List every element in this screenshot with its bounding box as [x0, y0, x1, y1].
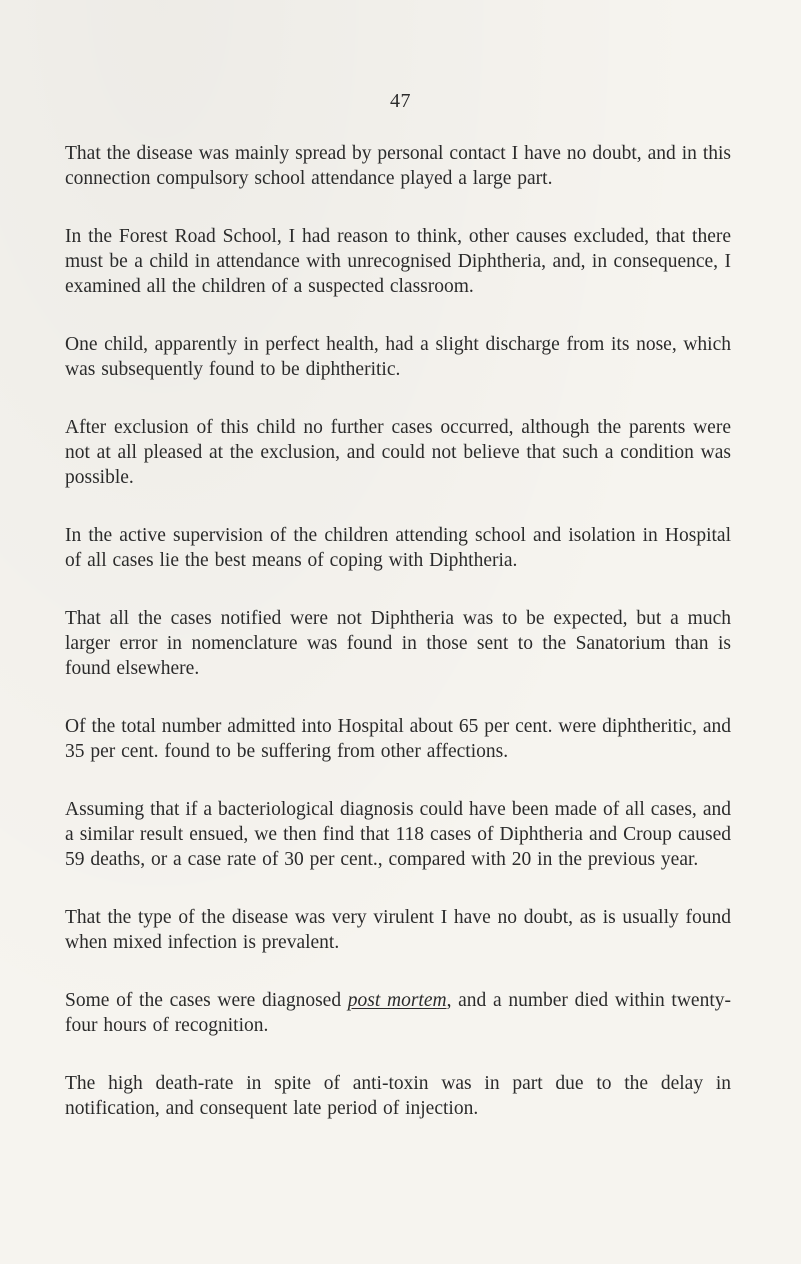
paragraph-8: Assuming that if a bacteriological diagnosis could have been made of all cases, and a similar result ensued, we then find that 118 cases of Diphtheria and Croup caused 59 deaths, or a case rate of 30 per cent., compared with 20 in the previous year. [65, 799, 731, 870]
paragraph-6: That all the cases notified were not Diphtheria was to be expected, but a much larger error in nomenclature was found in those sent to the Sanatorium than is found elsewhere. [65, 608, 731, 679]
page-number: 47 [390, 90, 411, 112]
post-mortem-italic: post mortem [347, 990, 447, 1011]
paragraph-2: In the Forest Road School, I had reason to think, other causes excluded, that there must be a child in attendance with unrecognised Diphtheria, and, in consequence, I examined all the children of a suspected classroom. [65, 226, 731, 297]
body-text [65, 141, 731, 1121]
paragraph-11: The high death-rate in spite of anti-toxin was in part due to the delay in notification, and consequent late period of injection. [65, 1073, 731, 1119]
paragraph-7: Of the total number admitted into Hospital about 65 per cent. were diphtheritic, and 35 per cent. found to be suffering from other affections. [65, 716, 731, 762]
paragraph-5: In the active supervision of the children attending school and isolation in Hospital of all cases lie the best means of coping with Diphtheria. [65, 525, 731, 571]
paragraph-1: That the disease was mainly spread by personal contact I have no doubt, and in this connection compulsory school attendance played a large part. [65, 143, 731, 189]
paragraph-3: One child, apparently in perfect health, had a slight discharge from its nose, which was subsequently found to be diphtheritic. [65, 334, 731, 380]
paragraph-4: After exclusion of this child no further cases occurred, although the parents were not at all pleased at the exclusion, and could not believe that such a condition was possible. [65, 417, 731, 488]
paragraph-10-after: , and a number died within twenty-four hours of recognition. [65, 990, 731, 1036]
paragraph-9: That the type of the disease was very virulent I have no doubt, as is usually found when mixed infection is prevalent. [65, 907, 731, 953]
paragraph-10 [65, 988, 731, 1038]
paragraph-10-before: Some of the cases were diagnosed [65, 990, 348, 1011]
